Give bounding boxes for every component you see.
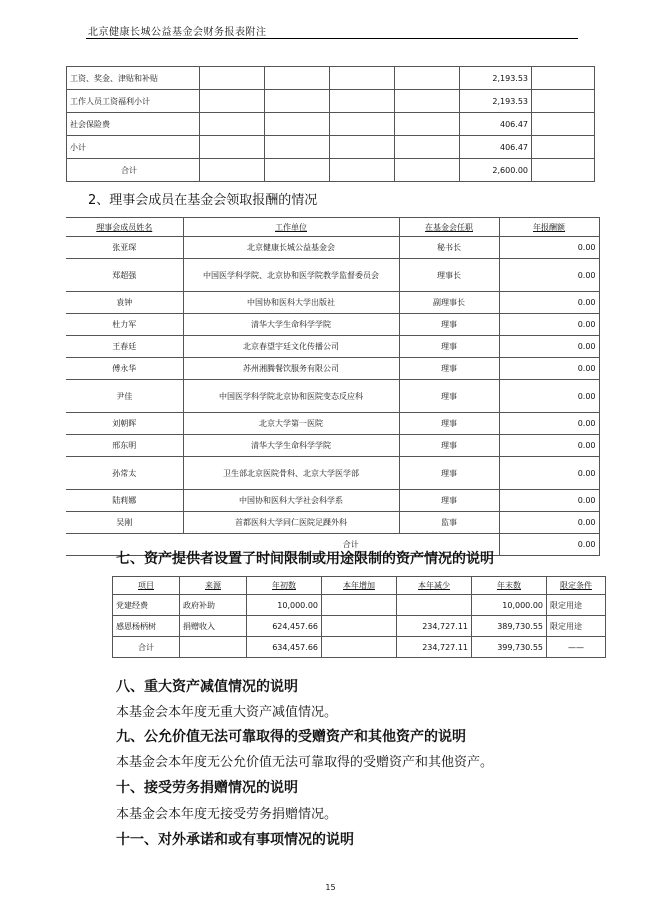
- row-label: 合计: [67, 159, 200, 182]
- asset-source: 捐赠收入: [180, 616, 247, 637]
- row-label: 社会保险费: [67, 113, 200, 136]
- empty-cell: [532, 67, 595, 90]
- empty-cell: [532, 90, 595, 113]
- row-label: 工作人员工资福利小计: [67, 90, 200, 113]
- table-header-row: [113, 577, 606, 595]
- total-value: 0.00: [499, 534, 599, 556]
- asset-source: [180, 637, 247, 658]
- col-header-end: 年末数: [472, 577, 547, 595]
- member-org: 卫生部北京医院骨科、北京大学医学部: [183, 457, 399, 490]
- member-org: 北京健康长城公益基金会: [183, 237, 399, 259]
- member-role: 理事: [399, 336, 499, 358]
- table-row: [67, 113, 595, 136]
- member-pay: 0.00: [499, 292, 599, 314]
- empty-cell: [200, 113, 265, 136]
- member-name: 郑超强: [66, 259, 183, 292]
- table-row: [67, 67, 595, 90]
- member-role: 理事: [399, 413, 499, 435]
- asset-increase: [322, 637, 397, 658]
- col-header-org: 工作单位: [183, 218, 399, 237]
- board-compensation-table: [66, 217, 600, 556]
- salary-table: [66, 66, 595, 182]
- section-8-title: 八、重大资产减值情况的说明: [116, 679, 298, 695]
- table-row: [67, 159, 595, 182]
- empty-cell: [330, 67, 395, 90]
- member-role: 理事: [399, 314, 499, 336]
- member-org: 中国医学科学院北京协和医院变态反应科: [183, 380, 399, 413]
- member-name: 王春廷: [66, 336, 183, 358]
- member-pay: 0.00: [499, 413, 599, 435]
- table-row: [113, 595, 606, 616]
- table-row: [113, 616, 606, 637]
- member-role: 秘书长: [399, 237, 499, 259]
- empty-cell: [265, 90, 330, 113]
- empty-cell: [265, 159, 330, 182]
- member-role: 理事: [399, 358, 499, 380]
- asset-increase: [322, 595, 397, 616]
- asset-condition: ——: [547, 637, 606, 658]
- empty-cell: [532, 113, 595, 136]
- table-row: [66, 490, 599, 512]
- empty-cell: [532, 136, 595, 159]
- row-label: 小计: [67, 136, 200, 159]
- empty-cell: [330, 113, 395, 136]
- member-name: 邢东明: [66, 435, 183, 457]
- member-name: 孙常太: [66, 457, 183, 490]
- row-value: 406.47: [460, 136, 532, 159]
- table-row: [66, 435, 599, 457]
- asset-source: 政府补助: [180, 595, 247, 616]
- asset-decrease: 234,727.11: [397, 637, 472, 658]
- asset-item: 感恩杨柄树: [113, 616, 180, 637]
- member-pay: 0.00: [499, 512, 599, 534]
- asset-increase: [322, 616, 397, 637]
- asset-begin: 624,457.66: [247, 616, 322, 637]
- empty-cell: [395, 136, 460, 159]
- empty-cell: [265, 113, 330, 136]
- col-header-source: 来源: [180, 577, 247, 595]
- col-header-increase: 本年增加: [322, 577, 397, 595]
- member-role: 理事: [399, 490, 499, 512]
- row-value: 2,193.53: [460, 67, 532, 90]
- row-value: 406.47: [460, 113, 532, 136]
- row-value: 2,193.53: [460, 90, 532, 113]
- member-role: 副理事长: [399, 292, 499, 314]
- empty-cell: [330, 90, 395, 113]
- member-org: 中国协和医科大学社会科学系: [183, 490, 399, 512]
- asset-item: 合计: [113, 637, 180, 658]
- empty-cell: [200, 67, 265, 90]
- member-role: 理事长: [399, 259, 499, 292]
- member-role: 理事: [399, 380, 499, 413]
- member-org: 中国协和医科大学出版社: [183, 292, 399, 314]
- row-label: 工资、奖金、津贴和补贴: [67, 67, 200, 90]
- empty-cell: [330, 159, 395, 182]
- section-10-text: 本基金会本年度无接受劳务捐赠情况。: [116, 807, 338, 822]
- member-org: 北京春望宇廷文化传播公司: [183, 336, 399, 358]
- table-row: [66, 413, 599, 435]
- empty-cell: [395, 113, 460, 136]
- asset-decrease: [397, 595, 472, 616]
- table-row: [66, 380, 599, 413]
- empty-cell: [395, 90, 460, 113]
- col-header-decrease: 本年减少: [397, 577, 472, 595]
- member-org: 清华大学生命科学学院: [183, 314, 399, 336]
- total-label: 合计: [66, 534, 499, 556]
- member-role: 监事: [399, 512, 499, 534]
- member-pay: 0.00: [499, 336, 599, 358]
- col-header-pay: 年报酬额: [499, 218, 599, 237]
- empty-cell: [395, 159, 460, 182]
- empty-cell: [532, 159, 595, 182]
- member-name: 吴刚: [66, 512, 183, 534]
- asset-decrease: 234,727.11: [397, 616, 472, 637]
- page-header-title: 北京健康长城公益基金会财务报表附注: [88, 27, 267, 38]
- table-row: [66, 336, 599, 358]
- table-row: [66, 292, 599, 314]
- empty-cell: [265, 136, 330, 159]
- col-header-role: 在基金会任职: [399, 218, 499, 237]
- table-row: [66, 314, 599, 336]
- member-pay: 0.00: [499, 259, 599, 292]
- asset-begin: 10,000.00: [247, 595, 322, 616]
- member-pay: 0.00: [499, 237, 599, 259]
- section-9-title: 九、公允价值无法可靠取得的受赠资产和其他资产的说明: [116, 729, 466, 745]
- asset-condition: 限定用途: [547, 616, 606, 637]
- empty-cell: [200, 159, 265, 182]
- table-row: [67, 136, 595, 159]
- asset-end: 389,730.55: [472, 616, 547, 637]
- member-org: 清华大学生命科学学院: [183, 435, 399, 457]
- section-2-title: 2、理事会成员在基金会领取报酬的情况: [88, 193, 318, 208]
- member-name: 刘朝晖: [66, 413, 183, 435]
- member-pay: 0.00: [499, 435, 599, 457]
- empty-cell: [265, 67, 330, 90]
- section-7-title: 七、资产提供者设置了时间限制或用途限制的资产情况的说明: [116, 551, 494, 567]
- empty-cell: [395, 67, 460, 90]
- member-name: 袁钟: [66, 292, 183, 314]
- asset-end: 399,730.55: [472, 637, 547, 658]
- col-header-name: 理事会成员姓名: [66, 218, 183, 237]
- table-row: [66, 457, 599, 490]
- member-pay: 0.00: [499, 314, 599, 336]
- member-pay: 0.00: [499, 490, 599, 512]
- member-pay: 0.00: [499, 358, 599, 380]
- row-value: 2,600.00: [460, 159, 532, 182]
- asset-condition: 限定用途: [547, 595, 606, 616]
- empty-cell: [200, 136, 265, 159]
- col-header-condition: 限定条件: [547, 577, 606, 595]
- member-org: 苏州湘腾餐饮服务有限公司: [183, 358, 399, 380]
- table-row: [66, 358, 599, 380]
- empty-cell: [200, 90, 265, 113]
- member-pay: 0.00: [499, 457, 599, 490]
- member-org: 中国医学科学院、北京协和医学院教学监督委员会: [183, 259, 399, 292]
- section-11-title: 十一、对外承诺和或有事项情况的说明: [116, 832, 354, 848]
- asset-end: 10,000.00: [472, 595, 547, 616]
- col-header-begin: 年初数: [247, 577, 322, 595]
- member-org: 北京大学第一医院: [183, 413, 399, 435]
- restricted-assets-table: [112, 576, 606, 658]
- member-name: 张亚琛: [66, 237, 183, 259]
- empty-cell: [330, 136, 395, 159]
- table-header-row: [66, 218, 599, 237]
- member-name: 傅永华: [66, 358, 183, 380]
- section-9-text: 本基金会本年度无公允价值无法可靠取得的受赠资产和其他资产。: [116, 755, 494, 770]
- table-row: [66, 512, 599, 534]
- table-row: [67, 90, 595, 113]
- page-number: 15: [325, 883, 336, 892]
- table-row: [66, 237, 599, 259]
- table-row: [113, 637, 606, 658]
- member-pay: 0.00: [499, 380, 599, 413]
- col-header-item: 项目: [113, 577, 180, 595]
- member-role: 理事: [399, 457, 499, 490]
- section-8-text: 本基金会本年度无重大资产减值情况。: [116, 705, 338, 720]
- member-role: 理事: [399, 435, 499, 457]
- member-org: 首都医科大学同仁医院足踝外科: [183, 512, 399, 534]
- member-name: 陆莉娜: [66, 490, 183, 512]
- asset-begin: 634,457.66: [247, 637, 322, 658]
- member-name: 杜力军: [66, 314, 183, 336]
- header-divider: [86, 38, 578, 39]
- table-row: [66, 259, 599, 292]
- section-10-title: 十、接受劳务捐赠情况的说明: [116, 780, 298, 796]
- member-name: 尹佳: [66, 380, 183, 413]
- asset-item: 党建经费: [113, 595, 180, 616]
